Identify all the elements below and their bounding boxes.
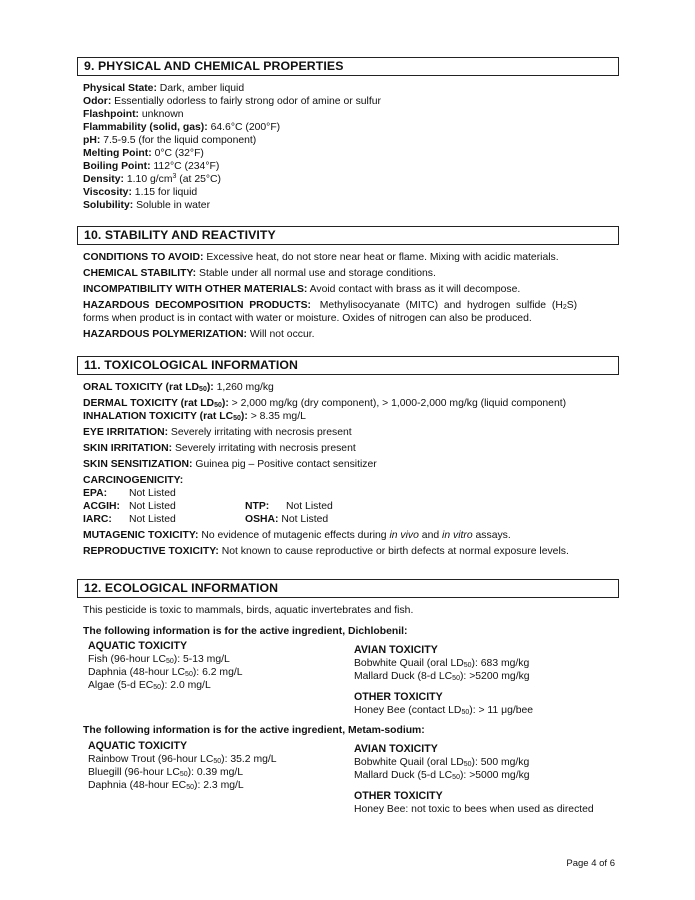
density-value: 1.10 g/cm [124, 174, 173, 185]
mutagenic-in-vitro: in vitro [442, 530, 473, 541]
iarc-label: IARC: [83, 514, 112, 525]
page-number: Page 4 of 6 [566, 858, 615, 869]
flammability-label: Flammability (solid, gas): [83, 122, 208, 133]
oral-toxicity-value: 1,260 mg/kg [213, 382, 274, 393]
metam-avian-item [354, 756, 594, 769]
other-item-text: Honey Bee (contact LD [354, 705, 462, 716]
other-item-subscript: 50 [461, 709, 470, 716]
avian-item-subscript: 50 [452, 774, 460, 781]
ntp-value: Not Listed [286, 501, 333, 512]
dichlobenil-aquatic-column [88, 640, 243, 692]
decomposition-label: HAZARDOUS DECOMPOSITION PRODUCTS: [83, 300, 312, 311]
section-10-body [83, 251, 623, 341]
solubility-label: Solubility: [83, 200, 134, 211]
metam-avian-heading: AVIAN TOXICITY [354, 743, 438, 755]
chemical-stability-row [83, 267, 623, 280]
carcinogenicity-acgih-row [83, 500, 623, 513]
odor-label: Odor: [83, 96, 112, 107]
inhalation-toxicity-row [83, 410, 623, 423]
metam-aquatic-heading: AQUATIC TOXICITY [88, 740, 188, 752]
epa-value: Not Listed [129, 488, 176, 499]
ph-value: 7.5-9.5 (for the liquid component) [100, 135, 257, 146]
aquatic-item-value: ): 35.2 mg/L [221, 754, 277, 765]
acgih-label: ACGIH: [83, 501, 120, 512]
density-row [83, 173, 623, 186]
skin-irritation-value: Severely irritating with necrosis present [172, 443, 356, 454]
ph-label: pH: [83, 135, 101, 146]
metam-avian-column [354, 743, 594, 816]
dichlobenil-aquatic-item [88, 666, 243, 679]
mutagenic-toxicity-row [83, 529, 623, 542]
flashpoint-value: unknown [139, 109, 184, 120]
dichlobenil-other-heading: OTHER TOXICITY [354, 691, 443, 703]
dermal-toxicity-subscript: 50 [214, 402, 222, 409]
dichlobenil-aquatic-item [88, 679, 243, 692]
acgih-value: Not Listed [129, 501, 176, 512]
chemical-stability-value: Stable under all normal use and storage conditions. [196, 268, 436, 279]
incompatibility-row [83, 283, 623, 296]
skin-sensitization-row [83, 458, 623, 471]
section-9-header: 9. PHYSICAL AND CHEMICAL PROPERTIES [77, 57, 619, 76]
eye-irritation-row [83, 426, 623, 439]
flashpoint-label: Flashpoint: [83, 109, 139, 120]
metam-other-item: Honey Bee: not toxic to bees when used as directed [354, 804, 594, 815]
viscosity-value: 1.15 for liquid [131, 187, 198, 198]
dichlobenil-aquatic-item [88, 653, 243, 666]
avian-item-value: ): >5000 mg/kg [459, 770, 530, 781]
melting-point-value: 0°C (32°F) [151, 148, 204, 159]
dermal-toxicity-label-end: ): [221, 398, 229, 409]
viscosity-label: Viscosity: [83, 187, 132, 198]
eye-irritation-value: Severely irritating with necrosis present [168, 427, 352, 438]
mutagenic-toxicity-label: MUTAGENIC TOXICITY: [83, 530, 199, 541]
physical-state-label: Physical State: [83, 83, 157, 94]
reproductive-toxicity-value: Not known to cause reproductive or birth defects at normal exposure levels. [218, 546, 569, 557]
decomposition-subscript: 2 [562, 304, 567, 311]
metam-aquatic-item [88, 766, 277, 779]
decomposition-row [83, 299, 623, 312]
solubility-row [83, 199, 623, 212]
physical-state-row [83, 82, 623, 95]
inhalation-toxicity-subscript: 50 [233, 415, 241, 422]
solubility-value: Soluble in water [133, 200, 211, 211]
eye-irritation-label: EYE IRRITATION: [83, 427, 169, 438]
aquatic-item-value: ): 6.2 mg/L [192, 667, 243, 678]
mutagenic-in-vivo: in vivo [389, 530, 419, 541]
avian-item-text: Mallard Duck (8-d LC [354, 671, 453, 682]
decomposition-value-end: S) [566, 300, 578, 311]
skin-irritation-label: SKIN IRRITATION: [83, 443, 173, 454]
inhalation-toxicity-value: > 8.35 mg/L [247, 411, 306, 422]
other-item-value: ): > 11 μg/bee [469, 705, 534, 716]
dermal-toxicity-row [83, 397, 623, 410]
viscosity-row [83, 186, 623, 199]
odor-row [83, 95, 623, 108]
mutagenic-end: assays. [472, 530, 511, 541]
aquatic-item-value: ): 2.0 mg/L [161, 680, 211, 691]
osha-value: Not Listed [281, 514, 329, 525]
avian-item-value: ): 683 mg/kg [471, 658, 530, 669]
aquatic-item-text: Algae (5-d EC [88, 680, 154, 691]
aquatic-item-subscript: 50 [179, 771, 188, 778]
aquatic-item-text: Fish (96-hour LC [88, 654, 166, 665]
avian-item-value: ): >5200 mg/kg [459, 671, 530, 682]
metam-aquatic-item [88, 753, 277, 766]
incompatibility-label: INCOMPATIBILITY WITH OTHER MATERIALS: [83, 284, 308, 295]
carcinogenicity-iarc-row [83, 513, 623, 526]
avian-item-subscript: 50 [463, 662, 472, 669]
aquatic-item-value: ): 5-13 mg/L [173, 654, 230, 665]
section-11-header: 11. TOXICOLOGICAL INFORMATION [77, 356, 619, 375]
metam-sodium-heading: The following information is for the active ingredient, Metam-sodium: [83, 725, 425, 736]
physical-state-value: Dark, amber liquid [156, 83, 245, 94]
dichlobenil-avian-item [354, 670, 533, 683]
mutagenic-and: and [418, 530, 443, 541]
flammability-row [83, 121, 623, 134]
dichlobenil-avian-heading: AVIAN TOXICITY [354, 644, 438, 656]
dichlobenil-aquatic-heading: AQUATIC TOXICITY [88, 640, 188, 652]
conditions-to-avoid-label: CONDITIONS TO AVOID: [83, 252, 204, 263]
avian-item-value: ): 500 mg/kg [471, 757, 530, 768]
oral-toxicity-label-text: ORAL TOXICITY (rat LD [83, 382, 200, 393]
oral-toxicity-row [83, 381, 623, 394]
dichlobenil-heading: The following information is for the active ingredient, Dichlobenil: [83, 626, 408, 637]
conditions-to-avoid-value: Excessive heat, do not store near heat or flame. Mixing with acidic materials. [203, 252, 559, 263]
oral-toxicity-subscript: 50 [199, 386, 207, 393]
aquatic-item-subscript: 50 [185, 671, 193, 678]
metam-aquatic-item [88, 779, 277, 792]
epa-label: EPA: [83, 488, 108, 499]
avian-item-text: Mallard Duck (5-d LC [354, 770, 453, 781]
aquatic-item-value: ): 2.3 mg/L [194, 780, 244, 791]
flashpoint-row [83, 108, 623, 121]
avian-item-subscript: 50 [452, 675, 460, 682]
density-value-cond: (at 25°C) [176, 174, 221, 185]
decomposition-row-cont: forms when product is in contact with water or moisture. Oxides of nitrogen can also be produced. [83, 313, 532, 324]
aquatic-item-subscript: 50 [165, 658, 174, 665]
aquatic-item-text: Rainbow Trout (96-hour LC [88, 754, 214, 765]
inhalation-toxicity-label-end: ): [240, 411, 248, 422]
boiling-point-value: 112°C (234°F) [150, 161, 220, 172]
ph-row [83, 134, 623, 147]
density-superscript: 3 [172, 173, 177, 180]
oral-toxicity-label [83, 382, 214, 393]
avian-item-text: Bobwhite Quail (oral LD [354, 757, 464, 768]
osha-label: OSHA: [245, 514, 279, 525]
aquatic-item-text: Bluegill (96-hour LC [88, 767, 180, 778]
polymerization-value: Will not occur. [246, 329, 315, 340]
chemical-stability-label: CHEMICAL STABILITY: [83, 268, 197, 279]
dichlobenil-other-item [354, 704, 533, 717]
oral-toxicity-label-end: ): [206, 382, 214, 393]
aquatic-item-subscript: 50 [186, 784, 194, 791]
inhalation-toxicity-label-text: INHALATION TOXICITY (rat LC [83, 411, 234, 422]
polymerization-row [83, 328, 623, 341]
carcinogenicity-epa-row [83, 487, 623, 500]
skin-irritation-row [83, 442, 623, 455]
boiling-point-row [83, 160, 623, 173]
skin-sensitization-value: Guinea pig – Positive contact sensitizer [192, 459, 377, 470]
flammability-value: 64.6°C (200°F) [207, 122, 281, 133]
odor-value: Essentially odorless to fairly strong odor of amine or sulfur [111, 96, 381, 107]
decomposition-value: Methylisocyanate (MITC) and hydrogen sulfide (H [311, 300, 563, 311]
metam-avian-item [354, 769, 594, 782]
dermal-toxicity-label [83, 398, 229, 409]
mutagenic-toxicity-value: No evidence of mutagenic effects during [198, 530, 390, 541]
carcinogenicity-heading: CARCINOGENICITY: [83, 475, 184, 486]
melting-point-row [83, 147, 623, 160]
dermal-toxicity-label-text: DERMAL TOXICITY (rat LD [83, 398, 215, 409]
ntp-label: NTP: [245, 501, 270, 512]
reproductive-toxicity-label: REPRODUCTIVE TOXICITY: [83, 546, 219, 557]
section-11-body [83, 381, 623, 558]
reproductive-toxicity-row [83, 545, 623, 558]
dermal-toxicity-value: > 2,000 mg/kg (dry component), > 1,000-2,000 mg/kg (liquid component) [228, 398, 567, 409]
aquatic-item-text: Daphnia (48-hour LC [88, 667, 186, 678]
boiling-point-label: Boiling Point: [83, 161, 151, 172]
metam-aquatic-column [88, 740, 277, 792]
polymerization-label: HAZARDOUS POLYMERIZATION: [83, 329, 247, 340]
skin-sensitization-label: SKIN SENSITIZATION: [83, 459, 193, 470]
aquatic-item-value: ): 0.39 mg/L [187, 767, 244, 778]
section-12-header: 12. ECOLOGICAL INFORMATION [77, 579, 619, 598]
conditions-to-avoid-row [83, 251, 623, 264]
dichlobenil-avian-column [354, 644, 533, 717]
melting-point-label: Melting Point: [83, 148, 152, 159]
aquatic-item-subscript: 50 [153, 684, 162, 691]
section-12-intro: This pesticide is toxic to mammals, birds, aquatic invertebrates and fish. [83, 605, 414, 616]
section-10-header: 10. STABILITY AND REACTIVITY [77, 226, 619, 245]
avian-item-text: Bobwhite Quail (oral LD [354, 658, 464, 669]
metam-other-heading: OTHER TOXICITY [354, 790, 443, 802]
aquatic-item-subscript: 50 [213, 758, 222, 765]
aquatic-item-text: Daphnia (48-hour EC [88, 780, 187, 791]
inhalation-toxicity-label [83, 411, 248, 422]
avian-item-subscript: 50 [463, 761, 472, 768]
density-label: Density: [83, 174, 124, 185]
section-9-body [83, 82, 623, 212]
iarc-value: Not Listed [129, 514, 176, 525]
incompatibility-value: Avoid contact with brass as it will decompose. [307, 284, 521, 295]
dichlobenil-avian-item [354, 657, 533, 670]
